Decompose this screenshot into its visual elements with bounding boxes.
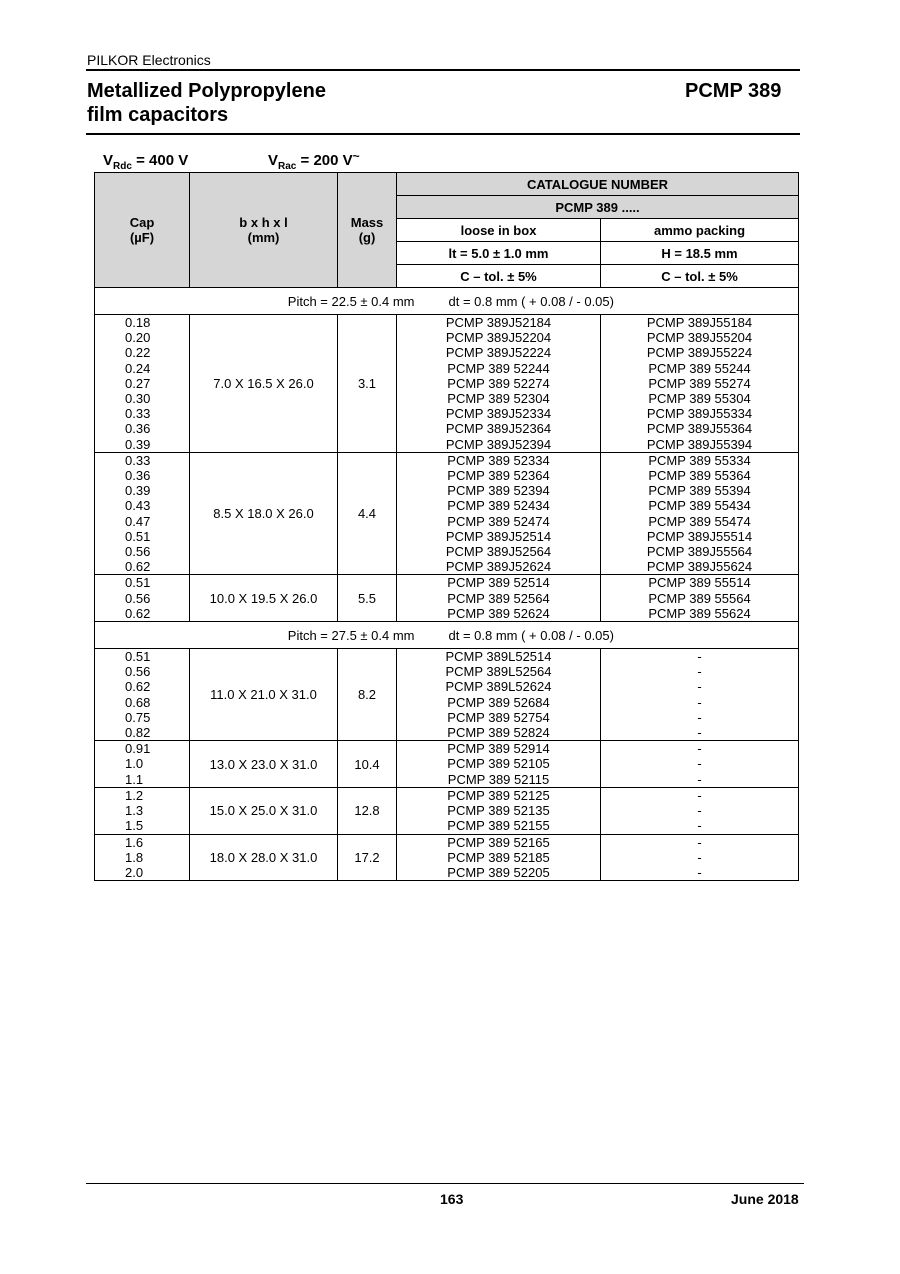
loose-catalogue-number: PCMP 389 52334: [447, 452, 550, 468]
pitch-row: [95, 288, 799, 315]
ammo-tolerance-header: C – tol. ± 5%: [601, 265, 799, 288]
ammo-catalogue-number: PCMP 389J55394: [646, 436, 753, 452]
ammo-catalogue-number: PCMP 389J55364: [646, 421, 753, 437]
page-number: 163: [440, 1191, 464, 1207]
loose-catalogue-number: PCMP 389 52754: [447, 709, 550, 725]
loose-catalogue-number: PCMP 389 52274: [447, 375, 550, 391]
dimensions-cell: 10.0 X 19.5 X 26.0: [190, 575, 338, 622]
cap-value: 0.56: [125, 590, 151, 606]
cap-value: 0.51: [125, 649, 151, 665]
dimensions-cell: 11.0 X 21.0 X 31.0: [190, 649, 338, 741]
dimensions-cell: 15.0 X 25.0 X 31.0: [190, 787, 338, 834]
cap-value: 1.8: [125, 849, 144, 865]
ammo-numbers-cell: [601, 787, 799, 834]
lead-diameter-label: dt = 0.8 mm ( + 0.08 / - 0.05): [448, 293, 614, 309]
ammo-catalogue-number: PCMP 389J55564: [646, 544, 753, 560]
ammo-catalogue-number: -: [697, 803, 702, 819]
ammo-catalogue-number: PCMP 389 55624: [648, 605, 751, 621]
cap-value: 1.5: [125, 818, 144, 834]
ammo-catalogue-number: -: [697, 709, 702, 725]
cap-values-cell: [95, 452, 190, 575]
ammo-catalogue-number: PCMP 389J55204: [646, 330, 753, 346]
ammo-catalogue-number: PCMP 389J55224: [646, 345, 753, 361]
ammo-catalogue-number: -: [697, 649, 702, 665]
ammo-catalogue-number: PCMP 389 55244: [648, 360, 751, 376]
cap-value: 0.56: [125, 664, 151, 680]
loose-catalogue-number: PCMP 389L52514: [445, 649, 552, 665]
ac-voltage-rating: [268, 149, 360, 172]
ammo-catalogue-number: -: [697, 771, 702, 787]
pitch-cell: [95, 288, 799, 315]
loose-catalogue-number: PCMP 389 52434: [447, 498, 550, 514]
cap-value: 0.56: [125, 544, 151, 560]
mass-header-label: Mass: [350, 215, 384, 230]
vac-value: = 200 V: [296, 152, 353, 169]
ammo-catalogue-number: PCMP 389J55514: [646, 528, 753, 544]
pitch-row: [95, 622, 799, 649]
ammo-numbers-cell: [601, 741, 799, 788]
lead-diameter-label: dt = 0.8 mm ( + 0.08 / - 0.05): [448, 627, 614, 643]
table-row: [95, 452, 799, 575]
loose-catalogue-number: PCMP 389J52364: [445, 421, 552, 437]
ammo-catalogue-number: -: [697, 694, 702, 710]
cap-values-cell: [95, 787, 190, 834]
pitch-label: Pitch = 27.5 ± 0.4 mm: [287, 627, 415, 643]
ammo-numbers-cell: [601, 649, 799, 741]
ammo-catalogue-number: -: [697, 741, 702, 757]
cap-value: 0.62: [125, 559, 151, 575]
ammo-packing-header: ammo packing: [601, 219, 799, 242]
cap-values-cell: [95, 649, 190, 741]
ammo-catalogue-number: -: [697, 818, 702, 834]
loose-catalogue-number: PCMP 389 52564: [447, 590, 550, 606]
cap-value: 0.75: [125, 709, 151, 725]
dims-header-label: b x h x l: [239, 215, 288, 230]
cap-value: 0.36: [125, 421, 151, 437]
cap-value: 1.0: [125, 756, 144, 772]
publication-date: June 2018: [731, 1191, 799, 1207]
mass-cell: 10.4: [338, 741, 397, 788]
series-name: PCMP 389: [685, 80, 782, 102]
table-row: [95, 787, 799, 834]
mass-cell: 4.4: [338, 452, 397, 575]
loose-catalogue-number: PCMP 389 52205: [447, 864, 550, 880]
dimensions-cell: 13.0 X 23.0 X 31.0: [190, 741, 338, 788]
table-row: [95, 834, 799, 881]
vac-superscript: ~: [352, 149, 360, 163]
cap-values-cell: [95, 741, 190, 788]
pitch-cell: [95, 622, 799, 649]
table-row: [95, 575, 799, 622]
loose-catalogue-number: PCMP 389L52564: [445, 664, 552, 680]
dimensions-cell: 7.0 X 16.5 X 26.0: [190, 315, 338, 453]
cap-values-cell: [95, 834, 190, 881]
cap-value: 0.62: [125, 679, 151, 695]
ammo-catalogue-number: -: [697, 756, 702, 772]
ammo-catalogue-number: -: [697, 787, 702, 803]
title-line-2: film capacitors: [87, 104, 229, 126]
cap-value: 0.20: [125, 330, 151, 346]
cap-value: 0.33: [125, 452, 151, 468]
ammo-catalogue-number: -: [697, 664, 702, 680]
loose-tolerance-header: C – tol. ± 5%: [397, 265, 601, 288]
cap-value: 0.24: [125, 360, 151, 376]
ammo-catalogue-number: -: [697, 864, 702, 880]
loose-catalogue-number: PCMP 389 52165: [447, 834, 550, 850]
cap-value: 0.22: [125, 345, 151, 361]
loose-catalogue-number: PCMP 389 52514: [447, 575, 550, 591]
loose-catalogue-number: PCMP 389 52135: [447, 803, 550, 819]
cap-value: 1.3: [125, 803, 144, 819]
mass-header-unit: (g): [358, 230, 376, 245]
ammo-numbers-cell: [601, 834, 799, 881]
cap-header: [95, 173, 190, 288]
loose-catalogue-number: PCMP 389J52224: [445, 345, 552, 361]
cap-value: 0.33: [125, 406, 151, 422]
loose-numbers-cell: [397, 315, 601, 453]
loose-catalogue-number: PCMP 389 52364: [447, 468, 550, 484]
loose-catalogue-number: PCMP 389 52244: [447, 360, 550, 376]
loose-catalogue-number: PCMP 389 52914: [447, 741, 550, 757]
table-row: [95, 649, 799, 741]
cap-value: 0.39: [125, 483, 151, 499]
dims-header-unit: (mm): [247, 230, 280, 245]
ammo-catalogue-number: -: [697, 834, 702, 850]
loose-catalogue-number: PCMP 389J52184: [445, 315, 552, 330]
loose-numbers-cell: [397, 741, 601, 788]
loose-catalogue-number: PCMP 389 52304: [447, 391, 550, 407]
table-row: [95, 315, 799, 453]
catalogue-table: [94, 172, 799, 881]
loose-catalogue-number: PCMP 389 52474: [447, 513, 550, 529]
vdc-subscript: Rdc: [113, 161, 132, 172]
ammo-catalogue-number: PCMP 389J55184: [646, 315, 753, 330]
loose-numbers-cell: [397, 834, 601, 881]
cap-values-cell: [95, 575, 190, 622]
document-title: [87, 79, 326, 127]
cap-value: 0.91: [125, 741, 151, 757]
loose-catalogue-number: PCMP 389J52564: [445, 544, 552, 560]
loose-in-box-header: loose in box: [397, 219, 601, 242]
cap-value: 0.82: [125, 725, 151, 741]
mass-header: [338, 173, 397, 288]
loose-numbers-cell: [397, 575, 601, 622]
ammo-catalogue-number: PCMP 389J55334: [646, 406, 753, 422]
lead-length-header: lt = 5.0 ± 1.0 mm: [397, 242, 601, 265]
catalogue-number-header: CATALOGUE NUMBER: [397, 173, 799, 196]
catalogue-prefix-header: PCMP 389 .....: [397, 196, 799, 219]
ammo-numbers-cell: [601, 575, 799, 622]
company-name: PILKOR Electronics: [87, 52, 211, 68]
table-row: [95, 741, 799, 788]
ammo-catalogue-number: PCMP 389 55434: [648, 498, 751, 514]
cap-header-unit: (µF): [129, 230, 155, 245]
cap-value: 0.51: [125, 575, 151, 591]
loose-catalogue-number: PCMP 389 52185: [447, 849, 550, 865]
cap-value: 0.51: [125, 528, 151, 544]
loose-catalogue-number: PCMP 389 52105: [447, 756, 550, 772]
ammo-catalogue-number: -: [697, 849, 702, 865]
header-rule: [86, 69, 800, 71]
dimensions-cell: 8.5 X 18.0 X 26.0: [190, 452, 338, 575]
mass-cell: 3.1: [338, 315, 397, 453]
loose-numbers-cell: [397, 452, 601, 575]
ammo-catalogue-number: PCMP 389 55334: [648, 452, 751, 468]
loose-catalogue-number: PCMP 389J52394: [445, 436, 552, 452]
loose-catalogue-number: PCMP 389L52624: [445, 679, 552, 695]
ammo-catalogue-number: PCMP 389 55304: [648, 391, 751, 407]
loose-catalogue-number: PCMP 389J52334: [445, 406, 552, 422]
loose-catalogue-number: PCMP 389 52394: [447, 483, 550, 499]
loose-catalogue-number: PCMP 389 52684: [447, 694, 550, 710]
title-line-1: Metallized Polypropylene: [87, 80, 326, 102]
dc-voltage-rating: [103, 152, 188, 172]
ammo-numbers-cell: [601, 315, 799, 453]
ammo-numbers-cell: [601, 452, 799, 575]
mass-cell: 8.2: [338, 649, 397, 741]
ammo-catalogue-number: -: [697, 679, 702, 695]
cap-value: 0.36: [125, 468, 151, 484]
loose-catalogue-number: PCMP 389 52155: [447, 818, 550, 834]
loose-catalogue-number: PCMP 389 52125: [447, 787, 550, 803]
mass-cell: 17.2: [338, 834, 397, 881]
cap-value: 0.47: [125, 513, 151, 529]
ammo-catalogue-number: PCMP 389 55474: [648, 513, 751, 529]
cap-header-label: Cap: [129, 215, 155, 230]
vac-subscript: Rac: [278, 161, 297, 172]
ammo-catalogue-number: PCMP 389 55364: [648, 468, 751, 484]
cap-value: 1.6: [125, 834, 144, 850]
cap-value: 0.39: [125, 436, 151, 452]
loose-catalogue-number: PCMP 389J52204: [445, 330, 552, 346]
loose-numbers-cell: [397, 787, 601, 834]
ammo-catalogue-number: PCMP 389 55514: [648, 575, 751, 591]
ammo-catalogue-number: PCMP 389J55624: [646, 559, 753, 575]
cap-value: 0.68: [125, 694, 151, 710]
cap-values-cell: [95, 315, 190, 453]
cap-value: 0.62: [125, 605, 151, 621]
vac-symbol: V: [268, 152, 279, 169]
cap-value: 0.18: [125, 315, 151, 330]
dims-header: [190, 173, 338, 288]
cap-value: 1.2: [125, 787, 144, 803]
mass-cell: 12.8: [338, 787, 397, 834]
pitch-label: Pitch = 22.5 ± 0.4 mm: [287, 293, 415, 309]
mass-cell: 5.5: [338, 575, 397, 622]
cap-value: 1.1: [125, 771, 144, 787]
cap-value: 2.0: [125, 864, 144, 880]
ammo-catalogue-number: PCMP 389 55394: [648, 483, 751, 499]
loose-catalogue-number: PCMP 389J52514: [445, 528, 552, 544]
ammo-catalogue-number: -: [697, 725, 702, 741]
loose-catalogue-number: PCMP 389 52115: [447, 771, 550, 787]
loose-numbers-cell: [397, 649, 601, 741]
ammo-height-header: H = 18.5 mm: [601, 242, 799, 265]
footer-rule: [86, 1183, 804, 1184]
loose-catalogue-number: PCMP 389 52824: [447, 725, 550, 741]
vdc-value: = 400 V: [131, 152, 189, 169]
vdc-symbol: V: [103, 152, 114, 169]
cap-value: 0.27: [125, 375, 151, 391]
ammo-catalogue-number: PCMP 389 55274: [648, 375, 751, 391]
dimensions-cell: 18.0 X 28.0 X 31.0: [190, 834, 338, 881]
ammo-catalogue-number: PCMP 389 55564: [648, 590, 751, 606]
cap-value: 0.43: [125, 498, 151, 514]
title-rule: [86, 133, 800, 135]
loose-catalogue-number: PCMP 389J52624: [445, 559, 552, 575]
cap-value: 0.30: [125, 391, 151, 407]
loose-catalogue-number: PCMP 389 52624: [447, 605, 550, 621]
